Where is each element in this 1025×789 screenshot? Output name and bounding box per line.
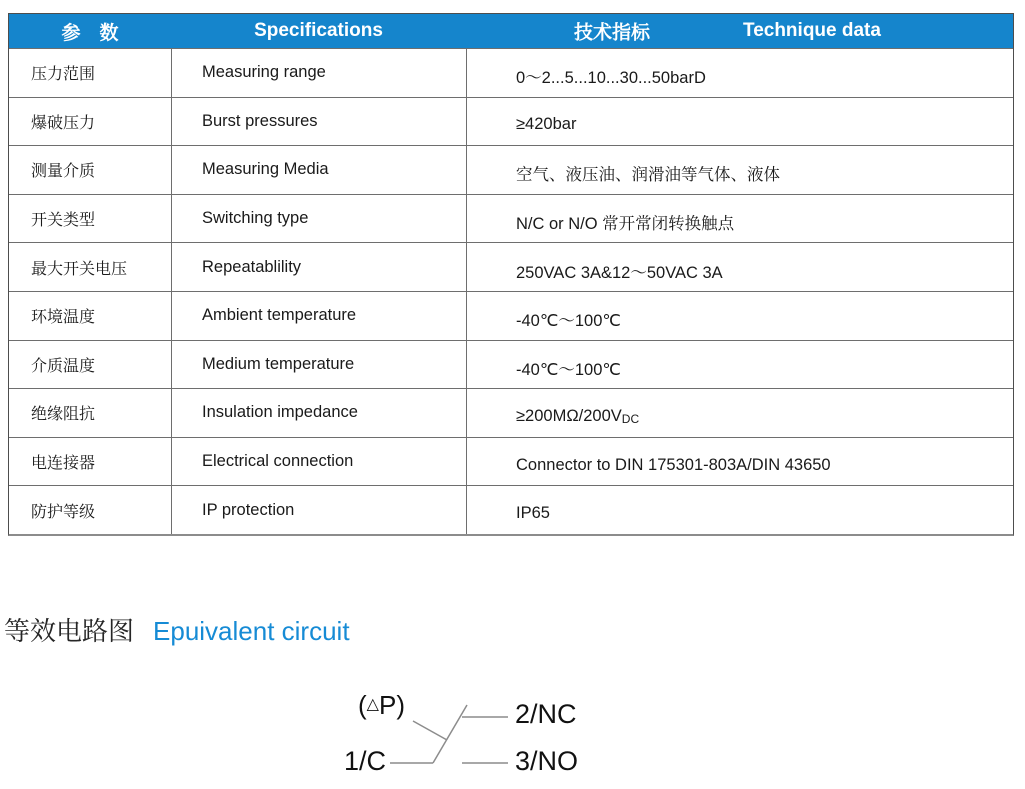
header-parameters: 参 数: [61, 22, 119, 44]
row-label-cn: 防护等级: [31, 503, 96, 521]
row-value: Connector to DIN 175301-803A/DIN 43650: [466, 438, 1013, 486]
row-label-cn: 测量介质: [31, 163, 96, 181]
row-label-en: Insulation impedance: [171, 389, 466, 437]
row-label-cn: 绝缘阻抗: [31, 406, 96, 424]
row-value: IP65: [466, 486, 1013, 534]
actuator-line: [413, 721, 447, 740]
switch-lever-line: [433, 705, 467, 763]
table-row-ambient-temperature: [9, 291, 1013, 340]
header-technique-data: [466, 14, 1013, 48]
table-row-burst-pressures: [9, 97, 1013, 146]
row-label-en: Burst pressures: [171, 98, 466, 146]
delta-triangle-icon: △: [366, 696, 379, 713]
row-value: -40℃～100℃: [466, 341, 1013, 389]
terminal-label-nc: 2/NC: [515, 699, 577, 729]
table-row-measuring-range: [9, 48, 1013, 97]
row-value: 250VAC 3A&12～50VAC 3A: [466, 243, 1013, 291]
row-label-en: Medium temperature: [171, 341, 466, 389]
row-value-subscript: DC: [621, 411, 640, 426]
table-row-max-switching-voltage: [9, 242, 1013, 291]
header-technique-en: Technique data: [743, 20, 881, 41]
dp-paren-open: (: [358, 690, 367, 720]
header-technique-cn: 技术指标: [574, 22, 651, 44]
pressure-actuator-label: [358, 690, 405, 721]
row-value: N/C or N/O 常开常闭转换触点: [466, 195, 1013, 243]
header-specifications: Specifications: [254, 20, 383, 41]
row-label-cn: 环境温度: [31, 309, 96, 327]
row-value: 0～2...5...10...30...50barD: [466, 49, 1013, 97]
row-label-en: Switching type: [171, 195, 466, 243]
terminal-label-no: 3/NO: [515, 746, 579, 776]
row-label-en: IP protection: [171, 486, 466, 534]
row-label-cn: 开关类型: [31, 212, 96, 230]
table-row-switching-type: [9, 194, 1013, 243]
section-title-equivalent-circuit: [4, 611, 350, 648]
row-label-en: Measuring Media: [171, 146, 466, 194]
row-label-cn: 介质温度: [31, 357, 96, 375]
section-title-cn: 等效电路图: [4, 616, 135, 646]
row-label-en: Measuring range: [171, 49, 466, 97]
table-row-ip-protection: [9, 485, 1013, 534]
row-value: [466, 389, 1013, 437]
row-label-en: Repeatablility: [171, 243, 466, 291]
row-label-en: Electrical connection: [171, 438, 466, 486]
row-label-cn: 爆破压力: [31, 114, 96, 132]
row-label-cn: 最大开关电压: [31, 260, 128, 278]
table-row-measuring-media: [9, 145, 1013, 194]
table-row-medium-temperature: [9, 340, 1013, 389]
row-label-en: Ambient temperature: [171, 292, 466, 340]
dp-paren-close: P): [378, 690, 405, 720]
section-title-en: Epuivalent circuit: [153, 616, 350, 646]
table-header-row: [9, 14, 1013, 48]
terminal-label-common: 1/C: [344, 746, 387, 776]
row-value: -40℃～100℃: [466, 292, 1013, 340]
row-label-cn: 压力范围: [31, 66, 96, 84]
table-row-electrical-connection: [9, 437, 1013, 486]
row-value: ≥420bar: [466, 98, 1013, 146]
row-label-cn: 电连接器: [31, 455, 96, 473]
table-row-insulation-impedance: [9, 388, 1013, 437]
row-value: 空气、液压油、润滑油等气体、液体: [466, 146, 1013, 194]
row-value-main: ≥200MΩ/200V: [516, 406, 622, 425]
specifications-table: [8, 13, 1014, 536]
